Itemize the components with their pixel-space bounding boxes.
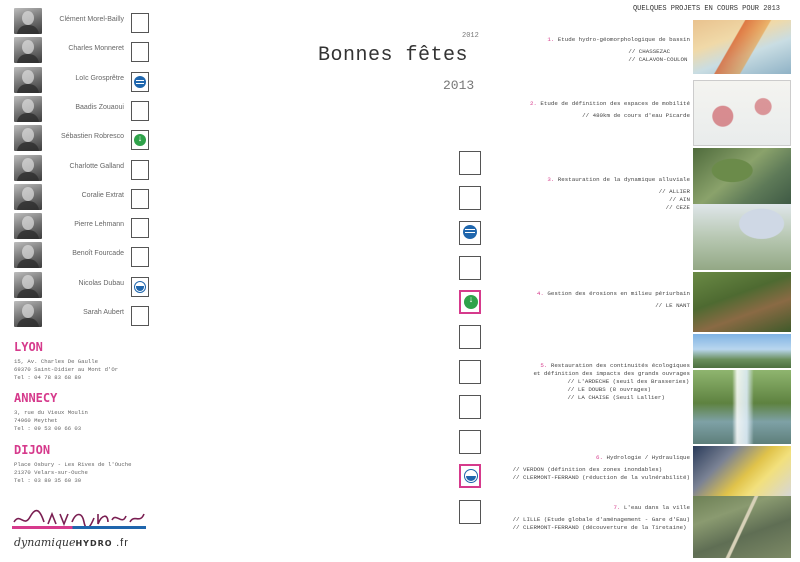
- avatar: [14, 125, 42, 151]
- water-icon: [134, 76, 146, 88]
- member-name: Benoît Fourcade: [72, 250, 124, 258]
- project-dam-photo: [693, 334, 791, 368]
- water-icon: [463, 225, 477, 239]
- greeting-title: Bonnes fêtes: [318, 44, 469, 67]
- project-2: [530, 100, 690, 120]
- project-number: 3.: [547, 176, 555, 183]
- project-detail: // 480km de cours d'eau Picarde: [582, 112, 690, 119]
- column-checkbox[interactable]: [459, 186, 481, 210]
- project-detail: // CLERMONT-FERRAND (réduction de la vulnérabilité): [512, 474, 690, 481]
- office-address: 15, Av. Charles De Gaulle 69370 Saint-Didier au Mont d'Or Tel : 04 78 83 68 89: [14, 358, 119, 381]
- project-title: L'eau dans la ville: [623, 504, 690, 511]
- project-hydraulic-chart-image: [693, 446, 791, 496]
- project-1: [547, 36, 690, 64]
- member-name: Pierre Lehmann: [74, 221, 124, 229]
- project-detail: // LILLE (Etude globale d'aménagement - Gare d'Eau): [512, 516, 690, 523]
- project-erosion-photo: [693, 272, 791, 332]
- project-map-image: [693, 20, 791, 74]
- member-name: Loïc Grosprêtre: [75, 74, 124, 82]
- member-name: Charles Monneret: [68, 45, 124, 53]
- logo-hydro: HYDRO: [75, 539, 113, 548]
- leaf-icon: [134, 134, 146, 146]
- project-detail: // LE DOUBS (8 ouvrages): [567, 386, 651, 393]
- project-detail: // CALAVON-COULON: [628, 56, 688, 63]
- project-detail: // VERDON (définition des zones inondables): [512, 466, 663, 473]
- column-checkbox[interactable]: [459, 325, 481, 349]
- project-waterfall-photo: [693, 370, 791, 444]
- project-4: [537, 290, 690, 310]
- logo-script: dynamique: [14, 536, 76, 549]
- member-checkbox[interactable]: [131, 306, 149, 326]
- column-checkbox[interactable]: [459, 464, 481, 488]
- avatar: [14, 96, 42, 122]
- project-number: 5.: [540, 362, 548, 369]
- project-detail: // CLERMONT-FERRAND (découverture de la Tiretaine): [512, 524, 687, 531]
- projects-header: QUELQUES PROJETS EN COURS POUR 2013: [632, 5, 780, 13]
- logo-domain: .fr: [116, 537, 129, 549]
- avatar: [14, 301, 42, 327]
- project-mobility-map-image: [693, 80, 791, 146]
- avatar: [14, 272, 42, 298]
- project-title: Hydrologie / Hydraulique: [606, 454, 690, 461]
- member-checkbox[interactable]: [131, 72, 149, 92]
- project-detail: // ALLIER: [658, 188, 690, 195]
- leaf-icon: [464, 295, 478, 309]
- logo-underline: [12, 526, 146, 529]
- project-title: Etude de définition des espaces de mobilité: [540, 100, 690, 107]
- project-city-aerial-photo: [693, 496, 791, 558]
- member-name: Coralie Extrat: [81, 191, 124, 199]
- member-checkbox[interactable]: [131, 42, 149, 62]
- office-city: DIJON: [14, 443, 51, 457]
- project-detail: // CEZE: [665, 204, 690, 211]
- project-number: 6.: [596, 454, 604, 461]
- member-name: Baadis Zouaoui: [75, 103, 124, 111]
- column-checkbox[interactable]: [459, 500, 481, 524]
- project-number: 2.: [529, 100, 537, 107]
- project-number: 4.: [536, 290, 544, 297]
- wave-icon: [464, 469, 478, 483]
- member-name: Sébastien Robresco: [60, 133, 124, 141]
- member-checkbox[interactable]: [131, 218, 149, 238]
- project-title: Etude hydro-géomorphologique de bassin: [557, 36, 690, 43]
- project-detail: // LA CHAISE (Seuil Lallier): [567, 394, 665, 401]
- member-name: Nicolas Dubau: [78, 279, 124, 287]
- column-checkbox[interactable]: [459, 256, 481, 280]
- project-detail: // CHASSEZAC: [628, 48, 671, 55]
- project-6: [513, 454, 690, 482]
- member-checkbox[interactable]: [131, 130, 149, 150]
- column-checkbox[interactable]: [459, 360, 481, 384]
- avatar: [14, 242, 42, 268]
- column-checkbox[interactable]: [459, 395, 481, 419]
- column-checkbox[interactable]: [459, 430, 481, 454]
- project-title: Restauration de la dynamique alluviale: [557, 176, 690, 183]
- project-7: [513, 504, 690, 532]
- wave-icon: [134, 281, 146, 293]
- project-detail: // AIN: [669, 196, 690, 203]
- project-alluvial-photo: [693, 148, 791, 204]
- column-checkbox[interactable]: [459, 221, 481, 245]
- avatar: [14, 184, 42, 210]
- avatar: [14, 213, 42, 239]
- member-checkbox[interactable]: [131, 160, 149, 180]
- project-title: Gestion des érosions en milieu périurbain: [547, 290, 690, 297]
- brand-logo[interactable]: [14, 536, 129, 549]
- office-address: 3, rue du Vieux Moulin 74960 Meythet Tel : 09 53 00 66 03: [14, 409, 88, 432]
- greeting-year: 2013: [443, 78, 475, 93]
- project-detail: // L'ARDECHE (seuil des Brasseries): [567, 378, 690, 385]
- member-checkbox[interactable]: [131, 101, 149, 121]
- avatar: [14, 155, 42, 181]
- avatar: [14, 67, 42, 93]
- project-alluvial-maps: [693, 204, 791, 270]
- project-number: 1.: [547, 36, 555, 43]
- member-name: Charlotte Galland: [69, 162, 124, 170]
- column-checkbox[interactable]: [459, 151, 481, 175]
- member-name: Sarah Aubert: [83, 309, 124, 316]
- project-title-line2: et définition des impacts des grands ouvrages: [533, 370, 690, 377]
- project-3: [547, 176, 690, 212]
- previous-year: 2012: [462, 32, 479, 40]
- project-5: [533, 362, 690, 402]
- project-number: 7.: [613, 504, 621, 511]
- member-name: Clément Morel-Bailly: [59, 16, 124, 23]
- avatar: [14, 8, 42, 34]
- office-city: ANNECY: [14, 391, 58, 405]
- member-checkbox[interactable]: [131, 277, 149, 297]
- member-checkbox[interactable]: [131, 13, 149, 33]
- project-detail: // LE NANT: [655, 302, 690, 309]
- member-checkbox[interactable]: [131, 247, 149, 267]
- office-city: LYON: [14, 340, 43, 354]
- column-checkbox[interactable]: [459, 290, 481, 314]
- member-checkbox[interactable]: [131, 189, 149, 209]
- avatar: [14, 37, 42, 63]
- project-title: Restauration des continuités écologiques: [550, 362, 690, 369]
- office-address: Place Osbury - Les Rives de l'Ouche 21370 Velars-sur-Ouche Tel : 03 80 35 60 30: [14, 461, 132, 484]
